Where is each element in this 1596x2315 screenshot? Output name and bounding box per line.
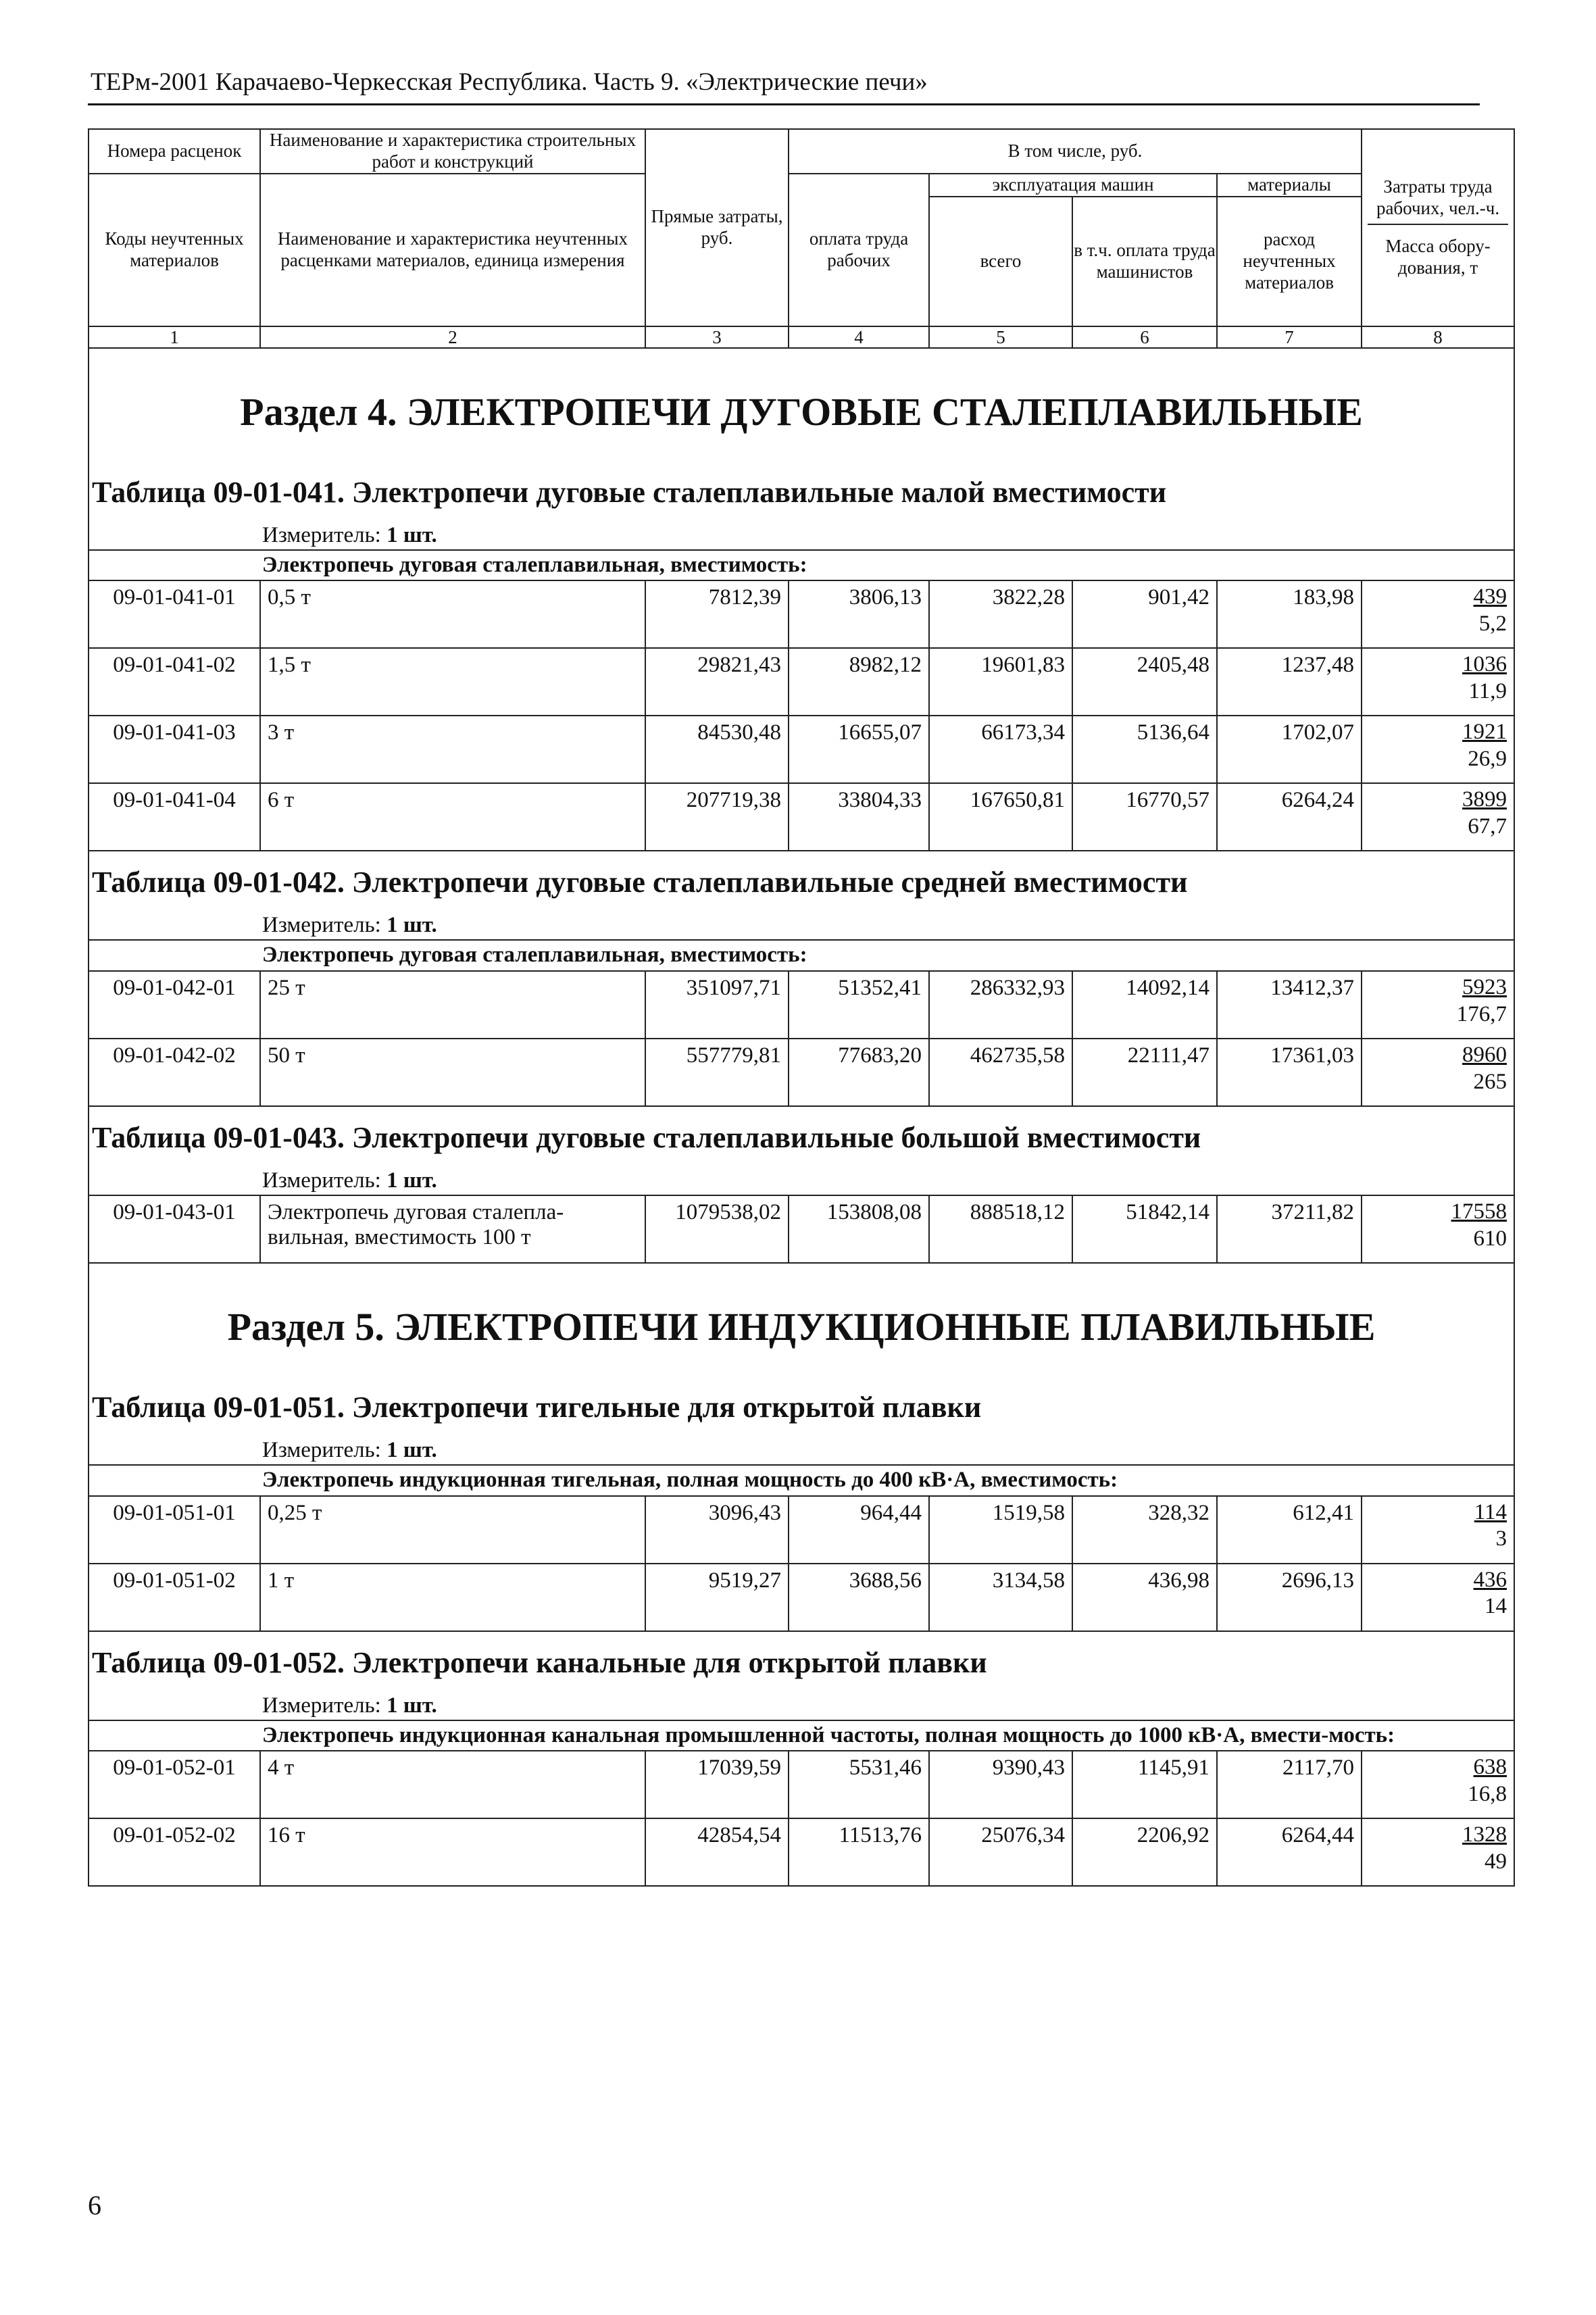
col-direct-header: Прямые затраты, руб. xyxy=(645,129,789,326)
machine-cost: 9390,43 xyxy=(929,1751,1072,1818)
hours-mass xyxy=(1362,1039,1514,1106)
table-title-row xyxy=(89,1376,1514,1431)
material-cost: 6264,44 xyxy=(1217,1818,1362,1886)
group-caption: Электропечь дуговая сталеплавильная, вместимость: xyxy=(89,550,1514,581)
header-row-2 xyxy=(89,174,1514,197)
column-number: 4 xyxy=(789,326,929,348)
measure-row xyxy=(89,906,1514,940)
rate-code: 09-01-042-01 xyxy=(89,971,260,1039)
measure-unit xyxy=(89,1687,1514,1720)
measure-unit xyxy=(89,516,1514,550)
material-cost: 612,41 xyxy=(1217,1496,1362,1564)
labor-cost: 964,44 xyxy=(789,1496,929,1564)
rate-code: 09-01-052-02 xyxy=(89,1818,260,1886)
equipment-mass: 265 xyxy=(1473,1069,1507,1094)
machine-labor-cost: 328,32 xyxy=(1072,1496,1217,1564)
measure-label: Измеритель: xyxy=(262,1437,381,1462)
table-title-row xyxy=(89,462,1514,516)
machine-cost: 3822,28 xyxy=(929,580,1072,648)
col-labor-header: оплата труда рабочих xyxy=(789,174,929,326)
rate-code: 09-01-042-02 xyxy=(89,1039,260,1106)
direct-cost: 351097,71 xyxy=(645,971,789,1039)
direct-cost: 9519,27 xyxy=(645,1564,789,1631)
table-row xyxy=(89,1039,1514,1106)
equipment-mass: 5,2 xyxy=(1478,611,1507,636)
labor-hours: 17558 xyxy=(1451,1199,1507,1224)
rate-code: 09-01-041-01 xyxy=(89,580,260,648)
rate-code: 09-01-043-01 xyxy=(89,1195,260,1263)
equipment-mass: 26,9 xyxy=(1468,746,1507,771)
col-machines-total-header: всего xyxy=(929,197,1072,326)
machine-cost: 888518,12 xyxy=(929,1195,1072,1263)
machine-labor-cost: 2206,92 xyxy=(1072,1818,1217,1886)
material-cost: 37211,82 xyxy=(1217,1195,1362,1263)
direct-cost: 1079538,02 xyxy=(645,1195,789,1263)
table-title: Таблица 09-01-052. Электропечи канальные для открытой плавки xyxy=(89,1631,1514,1687)
page-header: ТЕРм-2001 Карачаево-Черкесская Республика. Часть 9. «Электрические печи» xyxy=(91,68,928,96)
labor-hours: 5923 xyxy=(1462,974,1507,999)
col-materials-group-header: материалы xyxy=(1217,174,1362,197)
table-title: Таблица 09-01-042. Электропечи дуговые сталеплавильные средней вместимости xyxy=(89,851,1514,906)
table-row xyxy=(89,1564,1514,1631)
direct-cost: 29821,43 xyxy=(645,648,789,716)
direct-cost: 17039,59 xyxy=(645,1751,789,1818)
col-name-header: Наименование и характеристика строительных работ и конструкций xyxy=(260,129,645,174)
page-number: 6 xyxy=(88,2190,101,2220)
rate-code: 09-01-041-02 xyxy=(89,648,260,716)
machine-labor-cost: 16770,57 xyxy=(1072,783,1217,851)
table-row xyxy=(89,1496,1514,1564)
table-title-row xyxy=(89,1631,1514,1687)
measure-label: Измеритель: xyxy=(262,1168,381,1193)
machine-labor-cost: 436,98 xyxy=(1072,1564,1217,1631)
hours-mass xyxy=(1362,971,1514,1039)
machine-cost: 1519,58 xyxy=(929,1496,1072,1564)
equipment-mass: 67,7 xyxy=(1468,814,1507,839)
col-mass-label: Масса обору-дования, т xyxy=(1385,235,1491,278)
labor-cost: 11513,76 xyxy=(789,1818,929,1886)
equipment-mass: 610 xyxy=(1473,1226,1507,1251)
measure-value: 1 шт. xyxy=(386,913,437,938)
labor-hours: 3899 xyxy=(1462,787,1507,812)
measure-value: 1 шт. xyxy=(386,1168,437,1193)
equipment-mass: 3 xyxy=(1495,1526,1507,1551)
group-row xyxy=(89,1720,1514,1751)
labor-cost: 33804,33 xyxy=(789,783,929,851)
labor-cost: 8982,12 xyxy=(789,648,929,716)
labor-cost: 51352,41 xyxy=(789,971,929,1039)
work-name: 0,25 т xyxy=(260,1496,645,1564)
equipment-mass: 176,7 xyxy=(1456,1001,1507,1026)
work-name: 1 т xyxy=(260,1564,645,1631)
col-machines-group-header: эксплуатация машин xyxy=(929,174,1217,197)
direct-cost: 84530,48 xyxy=(645,716,789,783)
col-materials-header: расход неучтенных материалов xyxy=(1217,197,1362,326)
machine-cost: 19601,83 xyxy=(929,648,1072,716)
rate-code: 09-01-051-01 xyxy=(89,1496,260,1564)
column-numbers-row xyxy=(89,326,1514,348)
machine-cost: 462735,58 xyxy=(929,1039,1072,1106)
labor-hours: 436 xyxy=(1473,1567,1507,1592)
work-name: Электропечь дуговая сталепла-вильная, вместимость 100 т xyxy=(260,1195,645,1263)
table-row xyxy=(89,783,1514,851)
hours-mass xyxy=(1362,1564,1514,1631)
section-title: Раздел 4. ЭЛЕКТРОПЕЧИ ДУГОВЫЕ СТАЛЕПЛАВИЛЬНЫЕ xyxy=(89,348,1514,462)
hours-mass xyxy=(1362,648,1514,716)
labor-cost: 5531,46 xyxy=(789,1751,929,1818)
table-row xyxy=(89,716,1514,783)
measure-row xyxy=(89,1687,1514,1720)
table-row xyxy=(89,1195,1514,1263)
rate-code: 09-01-041-03 xyxy=(89,716,260,783)
section-title: Раздел 5. ЭЛЕКТРОПЕЧИ ИНДУКЦИОННЫЕ ПЛАВИЛЬНЫЕ xyxy=(89,1263,1514,1376)
price-table xyxy=(88,128,1515,1887)
rate-code: 09-01-051-02 xyxy=(89,1564,260,1631)
column-number: 2 xyxy=(260,326,645,348)
material-cost: 13412,37 xyxy=(1217,971,1362,1039)
machine-cost: 66173,34 xyxy=(929,716,1072,783)
hours-mass xyxy=(1362,1818,1514,1886)
labor-hours: 638 xyxy=(1473,1755,1507,1780)
labor-hours: 1036 xyxy=(1462,652,1507,677)
equipment-mass: 11,9 xyxy=(1468,678,1507,703)
hours-mass xyxy=(1362,1751,1514,1818)
rate-code: 09-01-052-01 xyxy=(89,1751,260,1818)
labor-hours: 8960 xyxy=(1462,1042,1507,1067)
measure-unit xyxy=(89,1431,1514,1465)
measure-row xyxy=(89,1431,1514,1465)
labor-cost: 16655,07 xyxy=(789,716,929,783)
machine-labor-cost: 14092,14 xyxy=(1072,971,1217,1039)
header-row-1 xyxy=(89,129,1514,174)
labor-cost: 3806,13 xyxy=(789,580,929,648)
work-name: 4 т xyxy=(260,1751,645,1818)
work-name: 50 т xyxy=(260,1039,645,1106)
material-cost: 183,98 xyxy=(1217,580,1362,648)
machine-labor-cost: 22111,47 xyxy=(1072,1039,1217,1106)
table-title: Таблица 09-01-041. Электропечи дуговые сталеплавильные малой вместимости xyxy=(89,462,1514,516)
equipment-mass: 16,8 xyxy=(1468,1781,1507,1806)
direct-cost: 557779,81 xyxy=(645,1039,789,1106)
machine-cost: 25076,34 xyxy=(929,1818,1072,1886)
labor-hours: 1921 xyxy=(1462,720,1507,745)
column-number: 5 xyxy=(929,326,1072,348)
machine-cost: 3134,58 xyxy=(929,1564,1072,1631)
direct-cost: 42854,54 xyxy=(645,1818,789,1886)
measure-row xyxy=(89,516,1514,550)
work-name: 1,5 т xyxy=(260,648,645,716)
section-row xyxy=(89,1263,1514,1376)
hours-mass xyxy=(1362,580,1514,648)
equipment-mass: 14 xyxy=(1485,1594,1507,1619)
material-cost: 17361,03 xyxy=(1217,1039,1362,1106)
rate-code: 09-01-041-04 xyxy=(89,783,260,851)
table-title-row xyxy=(89,851,1514,906)
equipment-mass: 49 xyxy=(1485,1849,1507,1874)
measure-unit xyxy=(89,1162,1514,1195)
machine-labor-cost: 51842,14 xyxy=(1072,1195,1217,1263)
group-row xyxy=(89,940,1514,971)
hours-mass xyxy=(1362,716,1514,783)
col-incl-header: В том числе, руб. xyxy=(789,129,1362,174)
table-title: Таблица 09-01-051. Электропечи тигельные для открытой плавки xyxy=(89,1376,1514,1431)
machine-cost: 286332,93 xyxy=(929,971,1072,1039)
col-hours-label: Затраты труда рабочих, чел.-ч. xyxy=(1368,176,1508,225)
group-row xyxy=(89,1465,1514,1496)
measure-value: 1 шт. xyxy=(386,1693,437,1718)
work-name: 6 т xyxy=(260,783,645,851)
material-cost: 6264,24 xyxy=(1217,783,1362,851)
machine-cost: 167650,81 xyxy=(929,783,1072,851)
work-name: 25 т xyxy=(260,971,645,1039)
group-row xyxy=(89,550,1514,581)
material-cost: 2117,70 xyxy=(1217,1751,1362,1818)
table-row xyxy=(89,648,1514,716)
work-name: 16 т xyxy=(260,1818,645,1886)
measure-label: Измеритель: xyxy=(262,522,381,547)
machine-labor-cost: 901,42 xyxy=(1072,580,1217,648)
material-cost: 1702,07 xyxy=(1217,716,1362,783)
direct-cost: 3096,43 xyxy=(645,1496,789,1564)
table-row xyxy=(89,1751,1514,1818)
measure-row xyxy=(89,1162,1514,1195)
measure-label: Измеритель: xyxy=(262,913,381,938)
group-caption: Электропечь индукционная тигельная, полная мощность до 400 кВ·А, вместимость: xyxy=(89,1465,1514,1496)
machine-labor-cost: 5136,64 xyxy=(1072,716,1217,783)
labor-cost: 3688,56 xyxy=(789,1564,929,1631)
measure-value: 1 шт. xyxy=(386,1437,437,1462)
hours-mass xyxy=(1362,1496,1514,1564)
work-name: 3 т xyxy=(260,716,645,783)
direct-cost: 207719,38 xyxy=(645,783,789,851)
machine-labor-cost: 1145,91 xyxy=(1072,1751,1217,1818)
header-rule xyxy=(88,103,1480,105)
column-number: 6 xyxy=(1072,326,1217,348)
group-caption: Электропечь индукционная канальная промышленной частоты, полная мощность до 1000 кВ·А, вмести-мость: xyxy=(89,1720,1514,1751)
hours-mass xyxy=(1362,783,1514,851)
table-title-row xyxy=(89,1106,1514,1162)
direct-cost: 7812,39 xyxy=(645,580,789,648)
measure-value: 1 шт. xyxy=(386,522,437,547)
measure-unit xyxy=(89,906,1514,940)
labor-cost: 153808,08 xyxy=(789,1195,929,1263)
labor-hours: 439 xyxy=(1473,584,1507,609)
col-material-name-header: Наименование и характеристика неучтенных расценками материалов, единица измерения xyxy=(260,174,645,326)
section-row xyxy=(89,348,1514,462)
table-title: Таблица 09-01-043. Электропечи дуговые сталеплавильные большой вместимости xyxy=(89,1106,1514,1162)
group-caption: Электропечь дуговая сталеплавильная, вместимость: xyxy=(89,940,1514,971)
col-machine-labor-header: в т.ч. оплата труда машинистов xyxy=(1072,197,1217,326)
labor-hours: 114 xyxy=(1474,1499,1507,1524)
column-number: 1 xyxy=(89,326,260,348)
column-number: 8 xyxy=(1362,326,1514,348)
labor-cost: 77683,20 xyxy=(789,1039,929,1106)
hours-mass xyxy=(1362,1195,1514,1263)
table-row xyxy=(89,1818,1514,1886)
material-cost: 2696,13 xyxy=(1217,1564,1362,1631)
work-name: 0,5 т xyxy=(260,580,645,648)
table-row xyxy=(89,971,1514,1039)
col-material-codes-header: Коды неучтенных материалов xyxy=(89,174,260,326)
material-cost: 1237,48 xyxy=(1217,648,1362,716)
labor-hours: 1328 xyxy=(1462,1822,1507,1847)
column-number: 7 xyxy=(1217,326,1362,348)
machine-labor-cost: 2405,48 xyxy=(1072,648,1217,716)
measure-label: Измеритель: xyxy=(262,1693,381,1718)
column-number: 3 xyxy=(645,326,789,348)
col-hours-header xyxy=(1362,129,1514,326)
col-codes-header: Номера расценок xyxy=(89,129,260,174)
table-row xyxy=(89,580,1514,648)
